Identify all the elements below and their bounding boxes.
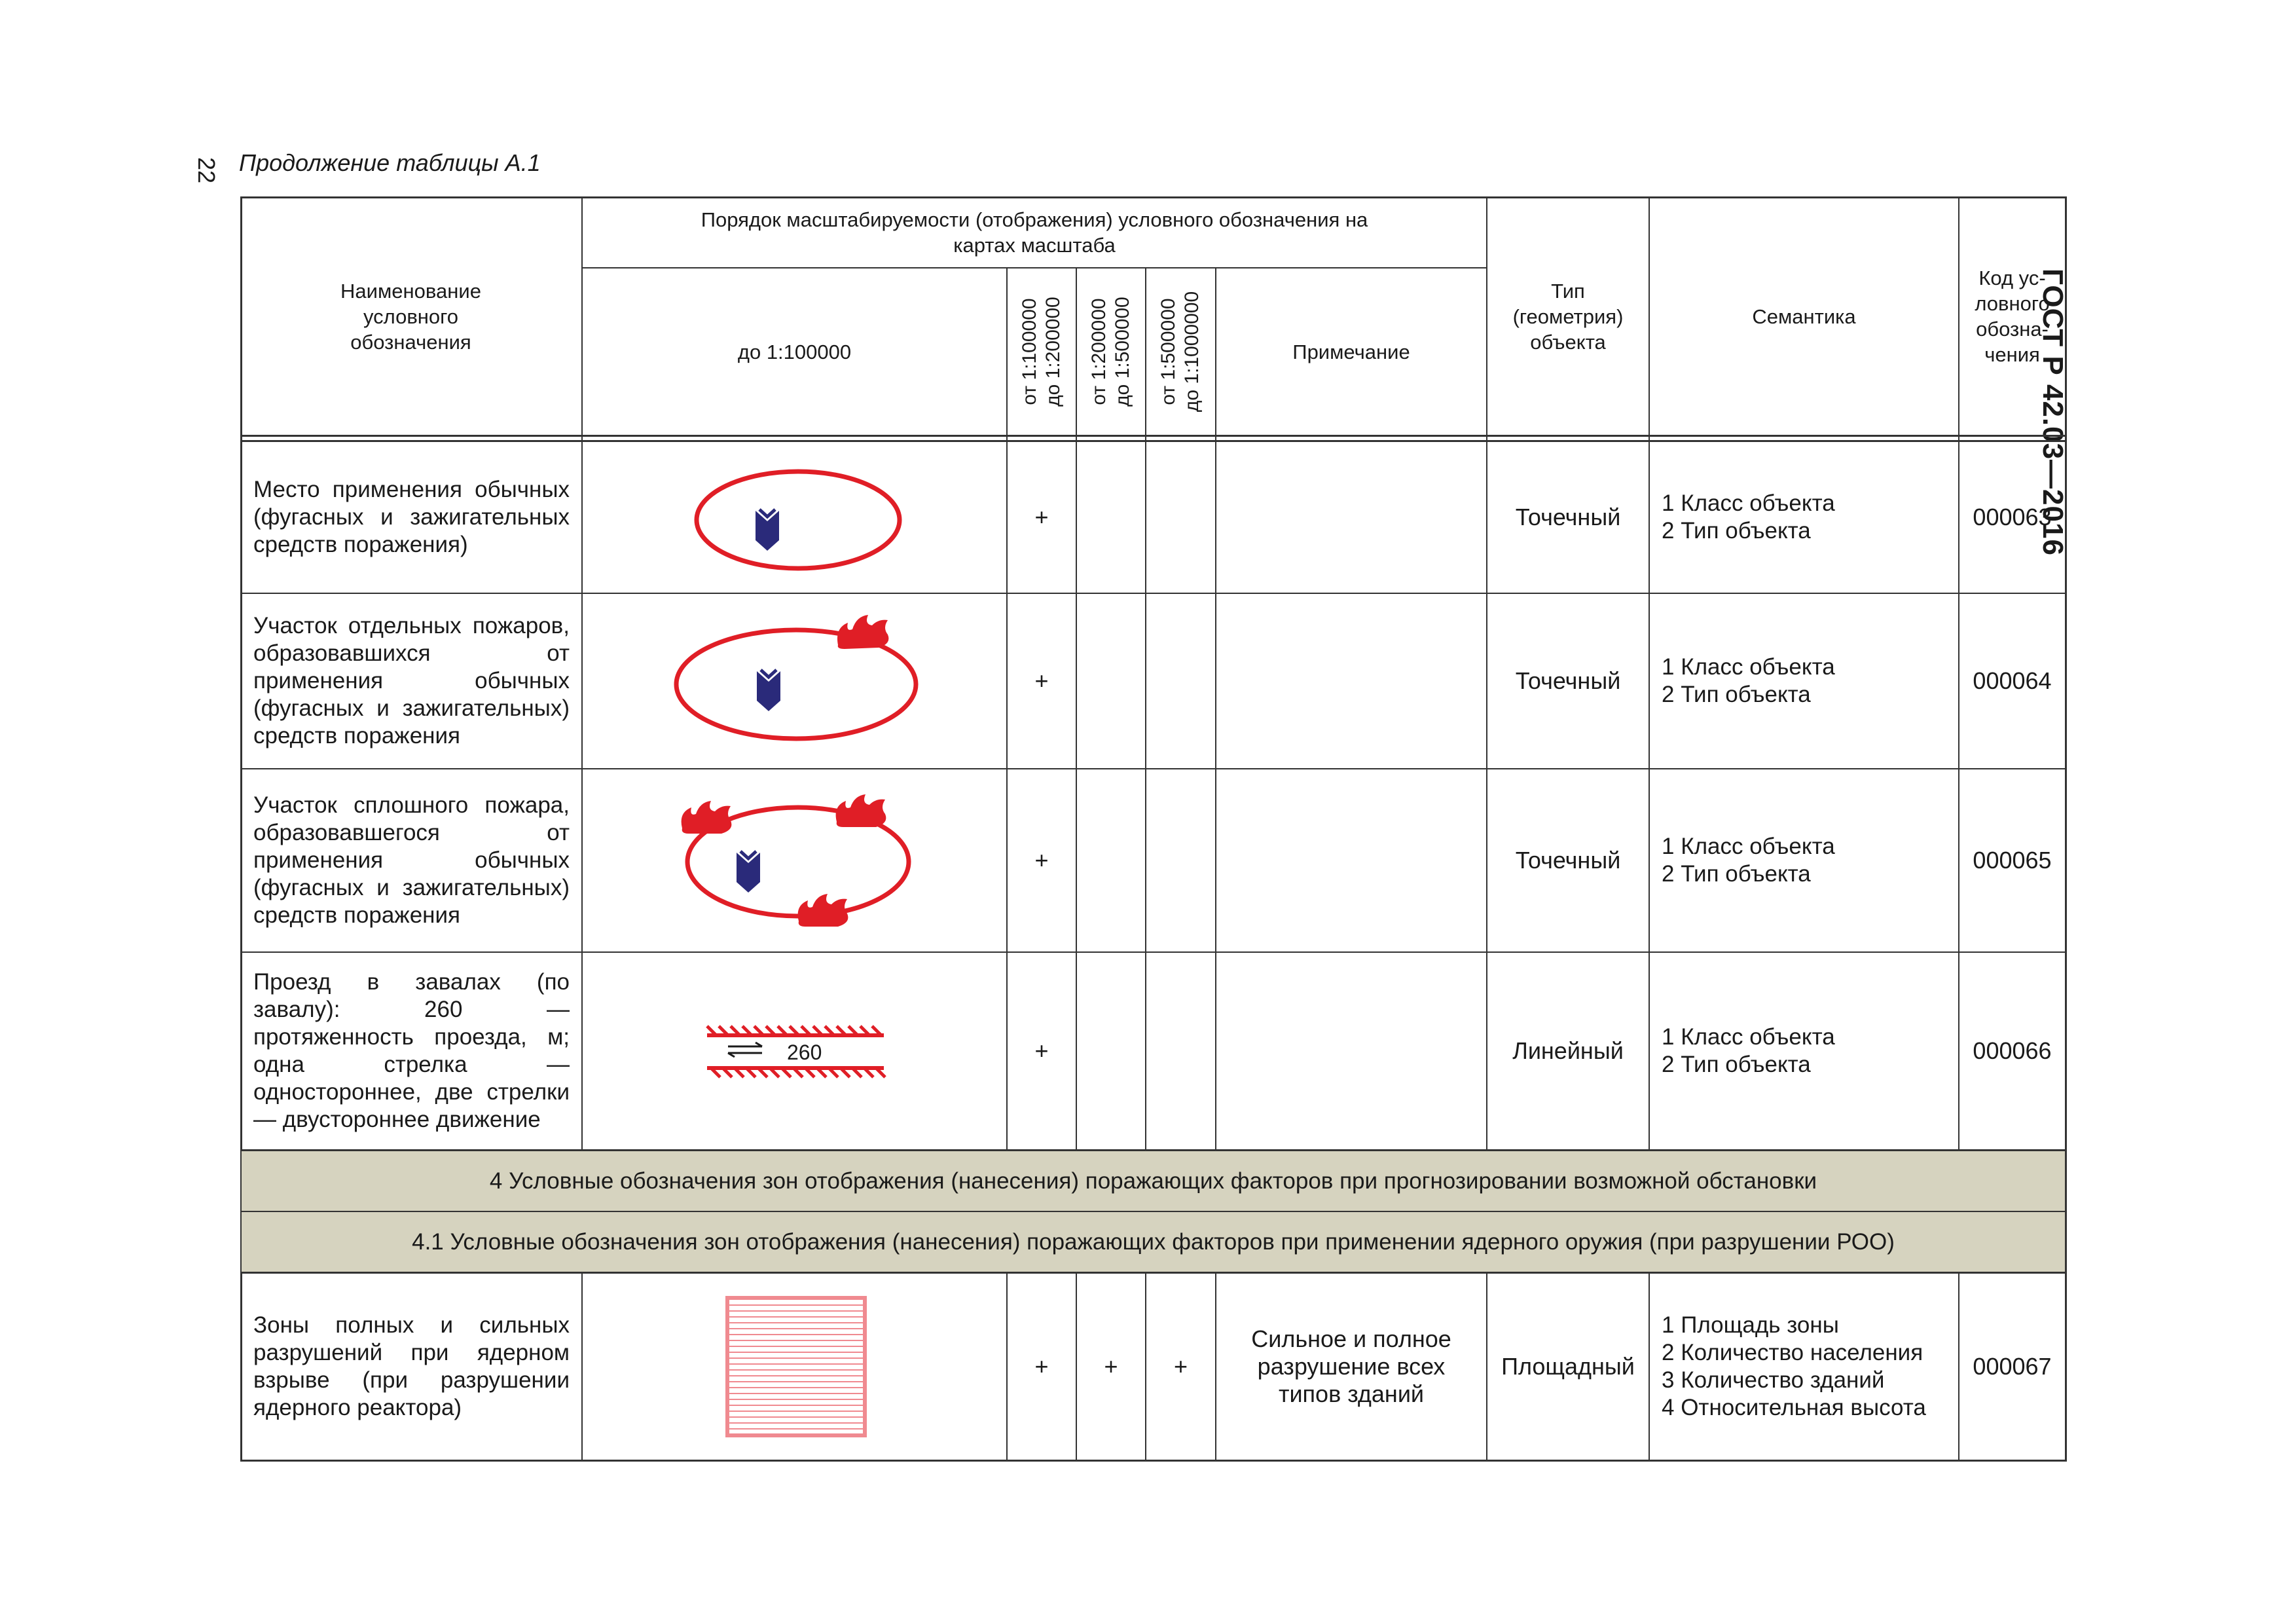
header-note: Примечание	[1292, 340, 1410, 363]
row-note	[1216, 953, 1486, 1149]
header-scale-4: от 1:500000 до 1:1000000	[1157, 291, 1203, 413]
scale-4-mark	[1146, 441, 1215, 593]
header-scale-3: от 1:200000 до 1:500000	[1088, 297, 1133, 407]
row-code: 000066	[1973, 1037, 2052, 1064]
row-code: 000067	[1973, 1353, 2052, 1380]
header-semantics: Семантика	[1752, 304, 1856, 328]
row-code: 000063	[1973, 503, 2052, 530]
row-note	[1216, 769, 1486, 951]
row-type: Точечный	[1515, 847, 1621, 874]
scale-2-mark: +	[1034, 1037, 1049, 1064]
scale-3-mark: +	[1104, 1353, 1118, 1380]
header-scale-1: до 1:100000	[737, 340, 852, 363]
scale-3-mark	[1077, 441, 1145, 593]
scale-2-mark: +	[1034, 847, 1049, 874]
symbol-continuous-fire	[583, 769, 1006, 951]
row-type: Линейный	[1512, 1037, 1624, 1064]
row-semantics: 1 Класс объекта 2 Тип объекта	[1662, 834, 1835, 887]
row-name: Проезд в завалах (по завалу): 260 — протяженность проезда, м; одна стрелка — одностороннее, две стрелки — двустороннее движение	[253, 969, 570, 1132]
row-type: Площадный	[1501, 1353, 1635, 1380]
standard-designation: ГОСТ Р 42.03—2016	[2037, 268, 2069, 556]
row-semantics: 1 Класс объекта 2 Тип объекта	[1662, 1024, 1835, 1077]
row-name: Участок сплошного пожара, образовавшегося от применения обычных (фугасных и зажигательных) средств поражения	[253, 792, 570, 928]
scale-4-mark	[1146, 769, 1215, 951]
scale-4-mark	[1146, 594, 1215, 768]
row-semantics: 1 Площадь зоны 2 Количество населения 3 Количество зданий 4 Относительная высота	[1662, 1312, 1926, 1420]
scale-3-mark	[1077, 594, 1145, 768]
scale-3-mark	[1077, 769, 1145, 951]
scale-4-mark: +	[1173, 1353, 1188, 1380]
row-name: Зоны полных и сильных разрушений при ядерном взрыве (при разрушении ядерного реактора)	[253, 1312, 570, 1420]
scale-3-mark	[1077, 953, 1145, 1149]
symbol-conventional-strike	[583, 441, 1006, 593]
row-code: 000064	[1973, 667, 2052, 694]
header-scale-2: от 1:100000 до 1:200000	[1019, 297, 1064, 407]
page-number: 22	[193, 157, 220, 184]
section-4-heading: 4 Условные обозначения зон отображения (нанесения) поражающих факторов при прогнозировании возможной обстановки	[242, 1151, 2065, 1211]
header-type: Тип (геометрия) объекта	[1512, 279, 1624, 354]
row-name: Участок отдельных пожаров, образовавшихся от применения обычных (фугасных и зажигательных) средств поражения	[253, 613, 570, 748]
section-4-1-heading: 4.1 Условные обозначения зон отображения (нанесения) поражающих факторов при применении ядерного оружия (при разрушении РОО)	[242, 1212, 2065, 1272]
scale-2-mark: +	[1034, 667, 1049, 694]
row-type: Точечный	[1515, 503, 1621, 530]
scale-4-mark	[1146, 953, 1215, 1149]
header-scale-group: Порядок масштабируемости (отображения) условного обозначения на картах масштаба	[701, 208, 1368, 257]
row-semantics: 1 Класс объекта 2 Тип объекта	[1662, 490, 1835, 544]
row-note: Сильное и полное разрушение всех типов зданий	[1251, 1325, 1451, 1407]
table-caption: Продолжение таблицы А.1	[239, 149, 541, 176]
row-type: Точечный	[1515, 667, 1621, 694]
scale-2-mark: +	[1034, 1353, 1049, 1380]
row-note	[1216, 441, 1486, 593]
symbol-nuclear-destruction-zone	[583, 1274, 1006, 1460]
header-name: Наименование условного обозначения	[340, 279, 481, 354]
passage-length-label: 260	[787, 1041, 822, 1064]
row-name: Место применения обычных (фугасных и зажигательных средств поражения)	[253, 476, 570, 557]
row-code: 000065	[1973, 847, 2052, 874]
scale-2-mark: +	[1034, 503, 1049, 530]
row-note	[1216, 594, 1486, 768]
symbol-rubble-passage	[583, 953, 1006, 1149]
symbol-separate-fires	[583, 594, 1006, 768]
header-code: Код ус-ловного обозна-чения	[1975, 267, 2050, 366]
row-semantics: 1 Класс объекта 2 Тип объекта	[1662, 654, 1835, 707]
